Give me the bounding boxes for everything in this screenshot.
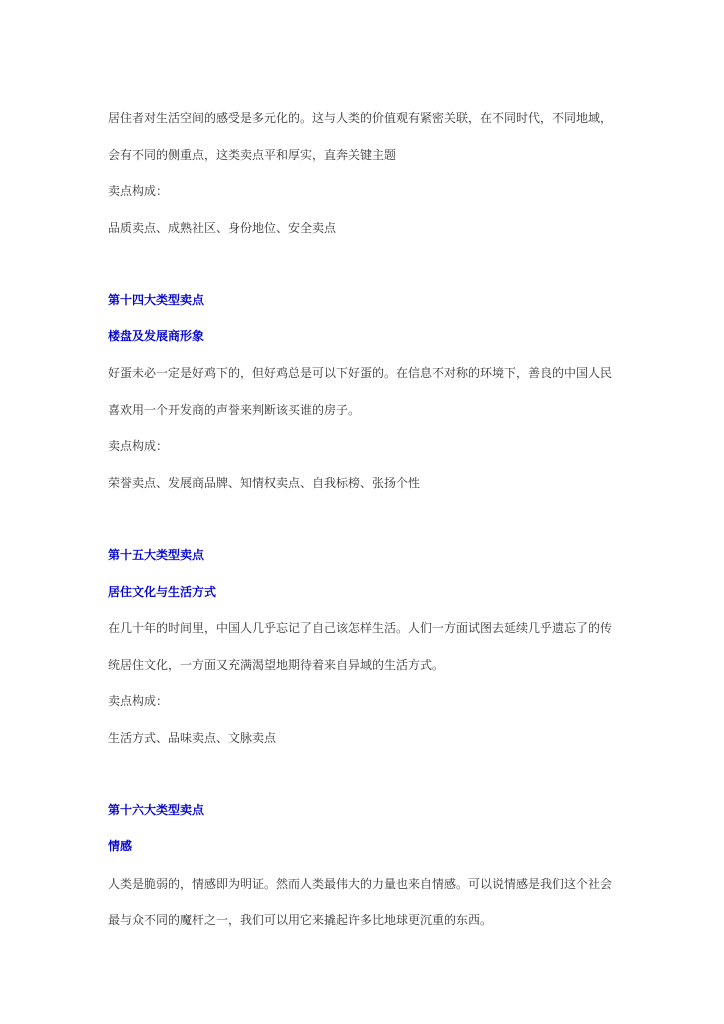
- composition-label: 卖点构成：: [108, 439, 169, 453]
- paragraph-line: 好蛋未必一定是好鸡下的，但好鸡总是可以下好蛋的。在信息不对称的环境下，善良的中国人民: [108, 366, 613, 380]
- paragraph-line: 喜欢用一个开发商的声誉来判断该买谁的房子。: [108, 403, 361, 417]
- paragraph-line: 会有不同的侧重点，这类卖点平和厚实，直奔关键主题: [108, 148, 397, 162]
- section-subheading: 楼盘及发展商形象: [108, 329, 205, 343]
- section-heading: 第十五大类型卖点: [108, 548, 205, 562]
- composition-items: 品质卖点、成熟社区、身份地位、安全卖点: [108, 221, 337, 235]
- section-heading: 第十四大类型卖点: [108, 293, 205, 307]
- paragraph-line: 人类是脆弱的，情感即为明证。然而人类最伟大的力量也来自情感。可以说情感是我们这个社会: [108, 877, 613, 891]
- composition-label: 卖点构成：: [108, 694, 169, 708]
- composition-items: 生活方式、品味卖点、文脉卖点: [108, 731, 277, 745]
- paragraph-line: 居住者对生活空间的感受是多元化的。这与人类的价值观有紧密关联，在不同时代，不同地域，: [108, 111, 613, 125]
- paragraph-line: 在几十年的时间里，中国人几乎忘记了自己该怎样生活。人们一方面试图去延续几乎遗忘了的传: [108, 621, 613, 635]
- composition-items: 荣誉卖点、发展商品牌、知情权卖点、自我标榜、张扬个性: [108, 476, 421, 490]
- composition-label: 卖点构成：: [108, 184, 169, 198]
- section-heading: 第十六大类型卖点: [108, 803, 205, 817]
- section-subheading: 情感: [108, 839, 133, 853]
- section-subheading: 居住文化与生活方式: [108, 585, 217, 599]
- paragraph-line: 统居住文化，一方面又充满渴望地期待着来自异域的生活方式。: [108, 658, 445, 672]
- paragraph-line: 最与众不同的魔杆之一，我们可以用它来撬起许多比地球更沉重的东西。: [108, 913, 493, 927]
